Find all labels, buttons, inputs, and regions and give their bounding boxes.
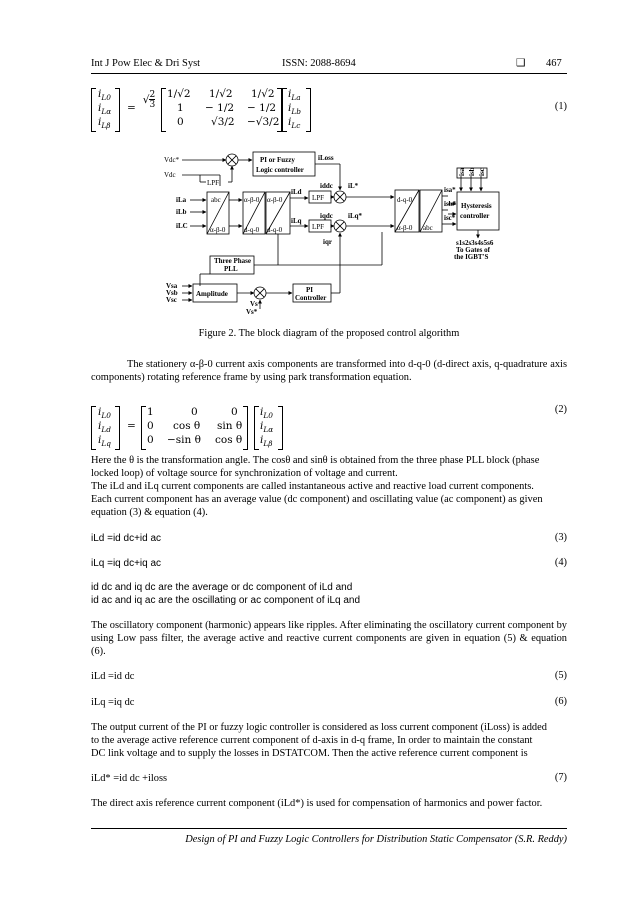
eq1-lhs-0: $i_{L0}$ [98, 88, 111, 103]
label-pi-fuzzy: PI or Fuzzy [260, 156, 295, 164]
equation-2-rhs: $i_{L0}$ $i_{L\alpha}$ $i_{L\beta}$ [254, 404, 294, 450]
paragraph-1: The stationery α-β-0 current axis components are transformed into d-q-0 (d-direct axis, q-quadrature axis components) rotating reference frame by using park transformation equation. [91, 359, 567, 383]
label-iqdc: iqdc [320, 212, 333, 220]
label-dq0-1: d-q-0 [244, 226, 260, 234]
para5-line3: DC link voltage and to supply the losses in DSTATCOM. Then the active reference current component is [91, 748, 528, 759]
eq4-number: (4) [554, 557, 567, 568]
label-iloss: iLoss [318, 154, 334, 162]
para2-line1: Here the θ is the transformation angle. The cosθ and sinθ is obtained from the three phase PLL block (phase [91, 455, 540, 466]
label-ild: iLd [291, 188, 302, 196]
label-igbt: the IGBT'S [454, 253, 489, 261]
label-isb: isb [468, 167, 476, 176]
label-ild-ref: iL* [348, 182, 359, 190]
label-pll1: Three Phase [214, 257, 252, 265]
equation-2: $i_{L0}$ $i_{Ld}$ $i_{Lq}$ = 1 0 0 0 cos θ sin θ 0 −sin θ cos θ [91, 404, 261, 450]
label-vsc: Vsc [166, 296, 177, 304]
equation-7: iLd* =id dc +iloss [91, 773, 168, 784]
paragraph-2 [91, 454, 567, 519]
label-dq0-3: d-q-0 [397, 196, 413, 204]
label-hysteresis: Hysteresis [461, 202, 492, 210]
label-ab0-2: α-β-0 [210, 226, 226, 234]
paragraph-6: The direct axis reference current component (iLd*) is used for compensation of harmonics and power factor. [91, 798, 543, 809]
label-gates: s1s2s3s4s5s6 [456, 239, 494, 247]
label-ab0-4: α-β-0 [397, 224, 413, 232]
label-to-gates: To Gates of [456, 246, 490, 254]
label-dq0-2: d-q-0 [267, 226, 283, 234]
label-vs-ref: Vs* [246, 308, 258, 316]
label-logic-controller: Logic controller [256, 166, 304, 174]
label-isa: isa [458, 167, 466, 176]
paragraph-4: The oscillatory component (harmonic) appears like ripples. After eliminating the oscillatory current component by using Low pass filter, the average active and reactive current components are given in equation (5) & equation (6). [91, 620, 567, 657]
paragraph-5 [91, 721, 567, 760]
block-diagram-svg [160, 146, 500, 316]
figure-caption: Figure 2. The block diagram of the proposed control algorithm [198, 328, 460, 339]
label-amplitude: Amplitude [196, 290, 228, 298]
label-lpf1: LPF [207, 179, 220, 187]
label-abc2: abc [423, 224, 433, 232]
eq5-number: (5) [554, 670, 567, 681]
para5-line2: to the average active reference current component of d-axis in d-q frame, In order to maintain the constant [91, 735, 533, 746]
label-pi1: PI [306, 286, 313, 294]
journal-name: Int J Pow Elec & Dri Syst [91, 58, 201, 69]
equation-1: $i_{L0}$ $i_{L\alpha}$ $i_{L\beta}$ = √2 3 1/√2 1/√2 1/√2 1 − 1/2 − 1/2 0 √3/2 −√3/2 [91, 86, 291, 132]
para2-line5: equation (3) & equation (4). [91, 507, 208, 518]
paragraph-3 [91, 581, 567, 607]
label-ilb: iLb [176, 208, 187, 216]
label-pi2: Controller [295, 294, 327, 302]
label-vdc-ref: Vdc* [164, 156, 180, 164]
footer-text: Design of PI and Fuzzy Logic Controllers for Distribution Static Compensator (S.R. Reddy) [185, 834, 567, 845]
label-vsb: Vsb [166, 289, 178, 297]
para3-line1: id dc and iq dc are the average or dc component of iLd and [91, 582, 353, 593]
issn: ISSN: 2088-8694 [282, 58, 356, 69]
footer-rule [91, 828, 567, 829]
label-isa-ref: isa* [444, 186, 456, 194]
label-ilq: iLq [291, 217, 302, 225]
label-lpf2: LPF [312, 194, 325, 202]
label-lpf3: LPF [312, 223, 325, 231]
label-iddc: iddc [320, 182, 333, 190]
header-box-icon: ❑ [516, 58, 526, 69]
para5-line1: The output current of the PI or fuzzy logic controller is considered as loss current component (iLoss) is added [91, 722, 547, 733]
label-ilq-ref: iLq* [348, 212, 363, 220]
para2-line3: The iLd and iLq current components are called instantaneous active and reactive load current components. [91, 481, 534, 492]
label-iqr: iqr [323, 238, 332, 246]
label-isb-ref: isb* [444, 200, 457, 208]
label-vsa: Vsa [166, 282, 178, 290]
eq6-number: (6) [554, 696, 567, 707]
eq7-number: (7) [554, 772, 567, 783]
page-number: 467 [546, 58, 562, 69]
eq1-lhs-2: $i_{L\beta}$ [98, 116, 111, 131]
eq3-number: (3) [554, 532, 567, 543]
label-isc: isc [478, 168, 486, 176]
equation-3: iLd =id dc+id ac [91, 533, 162, 544]
label-isc-ref: isc* [444, 214, 456, 222]
label-ab0-3: α-β-0 [267, 196, 283, 204]
block-diagram [160, 146, 500, 316]
equation-5: iLd =id dc [91, 671, 135, 682]
label-abc1: abc [211, 196, 221, 204]
label-ila: iLa [176, 196, 187, 204]
label-vdc: Vdc [164, 171, 176, 179]
equation-6: iLq =iq dc [91, 697, 135, 708]
label-vs: Vs [250, 300, 258, 308]
eq2-number: (2) [554, 404, 567, 415]
eq1-factor: √2 3 [142, 90, 156, 110]
para2-line2: locked loop) of voltage source for synchronization of voltage and current. [91, 468, 398, 479]
equation-1-rhs: $i_{La}$ $i_{Lb}$ $i_{Lc}$ [282, 86, 322, 132]
equation-4: iLq =iq dc+iq ac [91, 558, 162, 569]
para3-line2: id ac and iq ac are the oscillating or ac component of iLq and [91, 595, 361, 606]
label-ilc: iLC [176, 222, 188, 230]
label-pll2: PLL [224, 265, 238, 273]
label-controller: controller [460, 212, 490, 220]
header-rule [91, 73, 567, 74]
eq1-lhs-1: $i_{L\alpha}$ [98, 102, 112, 117]
para2-line4: Each current component has an average value (dc component) and oscillating value (ac component) as given [91, 494, 543, 505]
label-ab0-1: α-β-0 [244, 196, 260, 204]
eq1-number: (1) [554, 101, 567, 112]
